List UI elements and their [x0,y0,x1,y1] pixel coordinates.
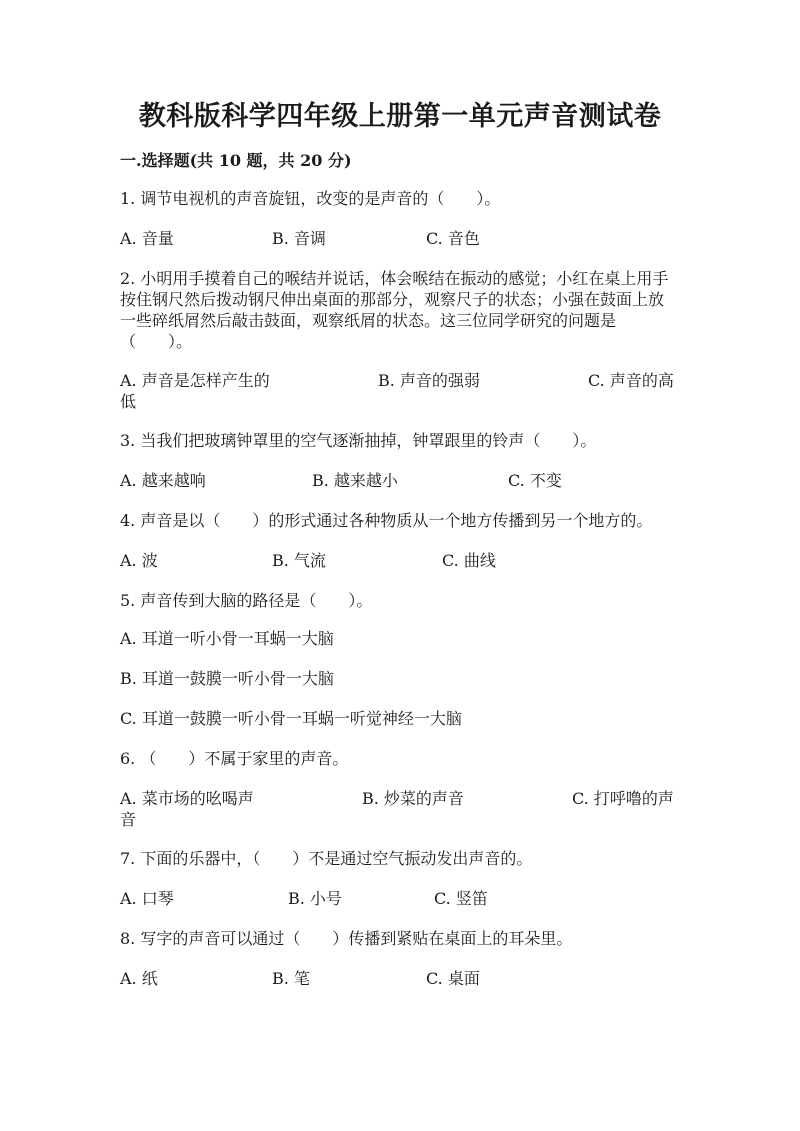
stem-line: 2. 小明用手摸着自己的喉结并说话，体会喉结在振动的感觉；小红在桌上用手 [120,269,669,288]
question-4-stem: 4. 声音是以（ ）的形式通过各种物质从一个地方传播到另一个地方的。 [120,511,653,530]
question-3-stem: 3. 当我们把玻璃钟罩里的空气逐渐抽掉，钟罩跟里的铃声（ ）。 [120,431,597,450]
option-c: C. 不变 [508,471,562,490]
stem-line: （ ）。 [120,332,193,351]
option-c: C. 打呼噜的声 [572,789,674,808]
option-b: B. 炒菜的声音 [362,789,464,808]
question-7-stem: 7. 下面的乐器中，（ ）不是通过空气振动发出声音的。 [120,849,533,868]
option-a: A. 纸 [120,969,158,988]
option-c-continuation: 低 [120,392,137,411]
option-c: C. 桌面 [426,969,480,988]
option-a: A. 越来越响 [120,471,206,490]
section-heading: 一.选择题(共 10 题，共 20 分) [120,151,352,170]
option-b: B. 声音的强弱 [378,371,480,390]
option-b: B. 越来越小 [312,471,398,490]
option-c: C. 声音的高 [588,371,674,390]
option-b: B. 笔 [272,969,310,988]
question-1-stem: 1. 调节电视机的声音旋钮，改变的是声音的（ ）。 [120,189,501,208]
question-2-stem [120,268,680,352]
page-title: 教科版科学四年级上册第一单元声音测试卷 [138,101,662,132]
option-b: B. 气流 [272,551,326,570]
question-8-stem: 8. 写字的声音可以通过（ ）传播到紧贴在桌面上的耳朵里。 [120,929,573,948]
option-c: C. 音色 [426,229,480,248]
option-b: B. 耳道一鼓膜一听小骨一大脑 [120,669,334,688]
option-b: B. 音调 [272,229,326,248]
question-3-options [120,470,680,491]
question-5-option-b [120,668,680,689]
question-6-stem: 6. （ ）不属于家里的声音。 [120,749,349,768]
option-c: C. 耳道一鼓膜一听小骨一耳蜗一听觉神经一大脑 [120,709,462,728]
option-a: A. 耳道一听小骨一耳蜗一大脑 [120,629,334,648]
stem-line: 一些碎纸屑然后敲击鼓面，观察纸屑的状态。这三位同学研究的问题是 [120,311,617,330]
question-5-stem: 5. 声音传到大脑的路径是（ ）。 [120,591,373,610]
question-2-options [120,370,680,391]
option-a: A. 口琴 [120,889,174,908]
option-c: C. 曲线 [442,551,496,570]
question-5-option-c [120,708,680,729]
option-a: A. 音量 [120,229,174,248]
question-6-options [120,788,680,809]
option-a: A. 声音是怎样产生的 [120,371,270,390]
question-5-option-a [120,628,680,649]
question-4-options [120,550,680,571]
option-a: A. 菜市场的吆喝声 [120,789,254,808]
question-1-options [120,228,680,249]
stem-line: 按住钢尺然后拨动钢尺伸出桌面的那部分，观察尺子的状态；小强在鼓面上放 [120,290,665,309]
option-a: A. 波 [120,551,158,570]
question-7-options [120,888,680,909]
option-b: B. 小号 [288,889,342,908]
option-c: C. 竖笛 [434,889,488,908]
question-8-options [120,968,680,989]
option-c-continuation: 音 [120,810,137,829]
